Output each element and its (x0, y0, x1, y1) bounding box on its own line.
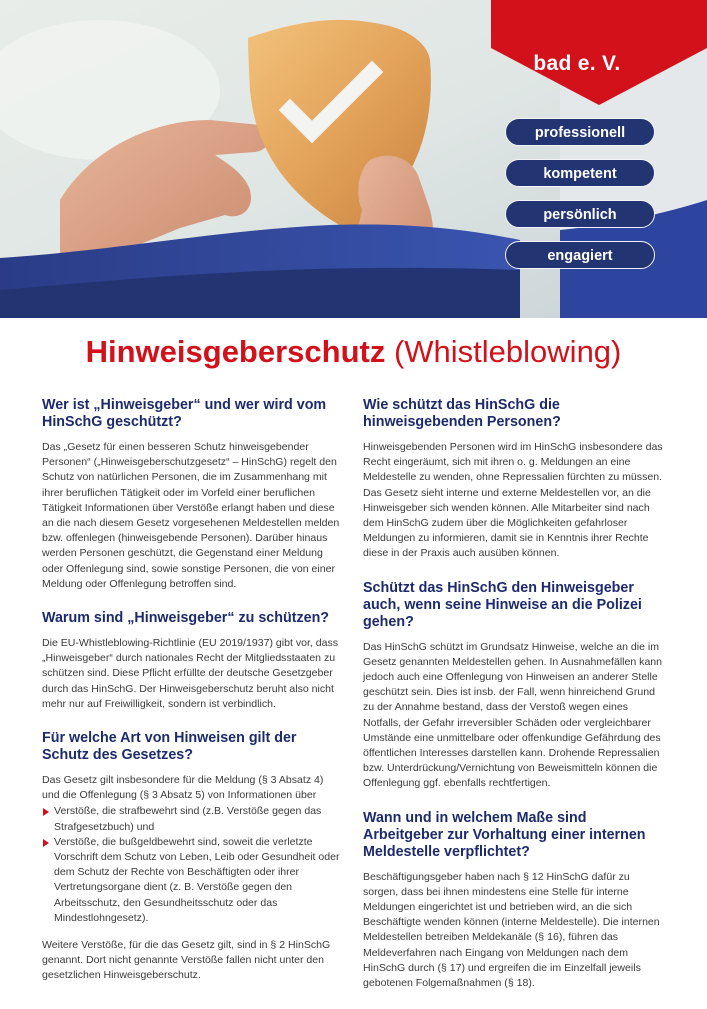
value-pill-persoenlich: persönlich (505, 200, 655, 228)
section-body: Beschäftigungsgeber haben nach § 12 HinSchG dafür zu sorgen, dass bei ihnen mindestens eine Stelle für interne Meldungen eingerichtet ist und betrieben wird, an die sich Beschäftigte wenden können (interne Meldestelle). Die internen Meldestellen betreiben Meldekanäle (§ 16), führen das Meldeverfahren nach Eingang von Meldungen nach dem HinSchG durch (§ 17) und ergreifen die im Einzelfall jeweils gebotenen Folgemaßnahmen (§ 18). (363, 870, 660, 990)
section-warum-schuetzen (42, 610, 342, 712)
section-heading: Wer ist „Hinweisgeber“ und wer wird vom HinSchG geschützt? (42, 397, 327, 430)
section-body: Das HinSchG schützt im Grundsatz Hinweise, welche an die im Gesetz genannten Meldestellen gehen. In Ausnahmefällen kann jedoch auch eine Offenlegung von Hinweisen an anderer Stelle geschützt sein. Dies ist insb. der Fall, wenn hinreichend Grund zu der Annahme bestand, dass der Verstoß wegen eines Notfalls, der Gefahr irreversibler Schäden oder vergleichbarer Umstände eine unmittelbare oder offenkundige Gefährdung des öffentlichen Interesses darstellen kann. Drohende Repressalien bzw. Unterdrückung/Vernichtung von Beweismitteln können die Offenlegung ggf. ebenfalls rechtfertigen. (363, 640, 663, 790)
value-pill-engagiert: engagiert (505, 241, 655, 269)
bullet-triangle-icon (43, 808, 49, 816)
bullet-list (42, 804, 342, 926)
title-bold: Hinweisgeberschutz (85, 334, 386, 369)
list-item-text: Verstöße, die bußgeldbewehrt sind, soweit die verletzte Vorschrift dem Schutz von Leben, Leib oder Gesundheit oder dem Schutz der Rechte von Beschäftigten oder ihrer Vertretungsorgane dient (z. B. Verstöße gegen den Arbeitsschutz, den Gesundheitsschutz oder das Mindestlohngesetz). (54, 835, 340, 924)
value-pill-kompetent: kompetent (505, 159, 655, 187)
left-column (42, 397, 342, 1002)
section-polizei (363, 580, 663, 792)
page-title (0, 334, 707, 370)
bullet-triangle-icon (43, 839, 49, 847)
section-wer-ist-hinweisgeber (42, 397, 342, 592)
section-heading: Wann und in welchem Maße sind Arbeitgeber zur Vorhaltung einer internen Meldestelle verpflichtet? (363, 809, 646, 860)
brand-name: bad e. V. (533, 52, 621, 75)
section-art-von-hinweisen (42, 730, 342, 984)
section-outro: Weitere Verstöße, für die das Gesetz gilt, sind in § 2 HinSchG genannt. Dort nicht genannte Verstöße fallen nicht unter den gesetzlichen Hinweisgeberschutz. (42, 939, 331, 982)
list-item (42, 804, 342, 834)
section-heading: Warum sind „Hinweisgeber“ zu schützen? (42, 610, 330, 627)
section-body: Die EU-Whistleblowing-Richtlinie (EU 2019/1937) gibt vor, dass „Hinweisgeber“ durch nationales Recht der Mitgliedsstaaten zu schützen sind. Diese Pflicht erfüllte der deutsche Gesetzgeber durch das HinSchG. Der Hinweisgeberschutz beruht also nicht mehr nur auf Freiwilligkeit, sondern ist verbindlich. (42, 637, 339, 710)
list-item (42, 835, 342, 926)
right-column (363, 397, 663, 1009)
list-item-text: Verstöße, die strafbewehrt sind (z.B. Verstöße gegen das Strafgesetzbuch) und (54, 805, 322, 833)
section-interne-meldestelle (363, 810, 663, 992)
title-light: (Whistleblowing) (385, 334, 622, 369)
section-body: Hinweisgebenden Personen wird im HinSchG insbesondere das Recht eingeräumt, sich mit ihren o. g. Meldungen an eine Meldestelle zu wenden, ohne Repressalien fürchten zu müssen. Das Gesetz sieht interne und externe Meldestellen vor, an die Hinweisgeber sich wenden können. Alle Mitarbeiter sind nach dem HinSchG zudem über die Möglichkeiten gefahrloser Meldungen zu informieren, damit sie in Kenntnis ihrer Rechte diese in der Praxis auch ausüben können. (363, 441, 663, 560)
section-intro: Das Gesetz gilt insbesondere für die Meldung (§ 3 Absatz 4) und die Offenlegung (§ 3 Absatz 5) von Informationen über (42, 774, 324, 802)
section-heading: Schützt das HinSchG den Hinweisgeber auch, wenn seine Hinweise an die Polizei gehen? (363, 579, 642, 630)
section-heading: Wie schützt das HinSchG die hinweisgebenden Personen? (363, 397, 561, 430)
value-pill-professionell: professionell (505, 118, 655, 146)
section-heading: Für welche Art von Hinweisen gilt der Schutz des Gesetzes? (42, 730, 297, 764)
section-wie-schuetzt (363, 397, 663, 562)
section-body: Das „Gesetz für einen besseren Schutz hinweisgebender Personen“ („Hinweisgeberschutzgesetz“ – HinSchG) regelt den Schutz von natürlichen Personen, die im Zusammenhang mit ihrer beruflichen Tätigkeit oder im Vorfeld einer beruflichen Tätigkeit Informationen über Verstöße erlangt haben und diese an die nach diesem Gesetz vorgesehenen Meldestellen melden bzw. offenlegen (hinweisgebende Personen). Darüber hinaus werden Personen geschützt, die Gegenstand einer Meldung oder Offenlegung sind, sowie sonstige Personen, die von einer Meldung oder Offenlegung betroffen sind. (42, 441, 340, 590)
